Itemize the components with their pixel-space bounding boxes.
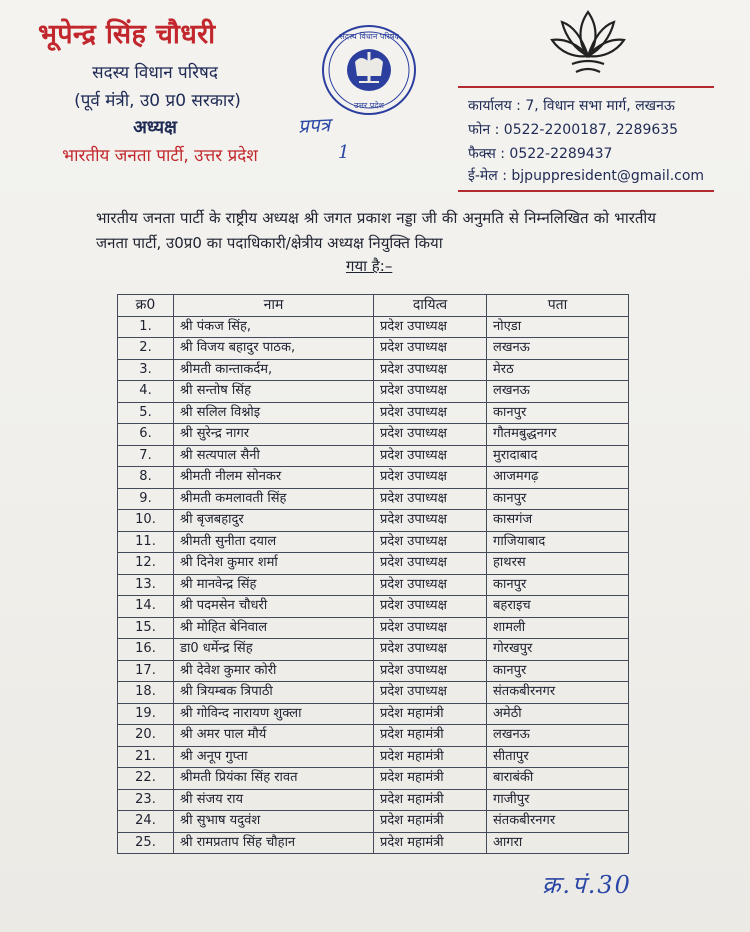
- cell-role: प्रदेश उपाध्यक्ष: [374, 596, 487, 618]
- col-header-role: दायित्व: [374, 295, 487, 317]
- table-row: [118, 596, 629, 618]
- cell-address: कानपुर: [487, 488, 629, 510]
- cell-role: प्रदेश उपाध्यक्ष: [374, 574, 487, 596]
- cell-serial: 23.: [118, 789, 174, 811]
- cell-serial: 9.: [118, 488, 174, 510]
- handwritten-form-number: 1: [338, 142, 350, 163]
- cell-serial: 3.: [118, 359, 174, 381]
- cell-role: प्रदेश उपाध्यक्ष: [374, 488, 487, 510]
- table-row: [118, 789, 629, 811]
- cell-role: प्रदेश महामंत्री: [374, 811, 487, 833]
- cell-address: कानपुर: [487, 660, 629, 682]
- col-header-serial: क्र0: [118, 295, 174, 317]
- table-row: [118, 660, 629, 682]
- sender-title-line4: भारतीय जनता पार्टी, उत्तर प्रदेश: [62, 146, 258, 166]
- table-row: [118, 381, 629, 403]
- cell-address: संतकबीरनगर: [487, 682, 629, 704]
- table-row: [118, 639, 629, 661]
- cell-name: श्री पंकज सिंह,: [174, 316, 374, 338]
- table-row: [118, 359, 629, 381]
- cell-role: प्रदेश उपाध्यक्ष: [374, 316, 487, 338]
- table-row: [118, 832, 629, 854]
- cell-name: श्री त्रियम्बक त्रिपाठी: [174, 682, 374, 704]
- cell-role: प्रदेश उपाध्यक्ष: [374, 402, 487, 424]
- cell-name: श्रीमती नीलम सोनकर: [174, 467, 374, 489]
- cell-address: लखनऊ: [487, 338, 629, 360]
- col-header-address: पता: [487, 295, 629, 317]
- table-row: [118, 316, 629, 338]
- cell-name: श्री सुरेन्द्र नागर: [174, 424, 374, 446]
- cell-role: प्रदेश उपाध्यक्ष: [374, 338, 487, 360]
- seal-bottom-text: उत्तर प्रदेश: [354, 101, 384, 110]
- cell-name: श्रीमती सुनीता दयाल: [174, 531, 374, 553]
- table-row: [118, 746, 629, 768]
- fax-number: फैक्स : 0522-2289437: [468, 146, 613, 162]
- table-row: [118, 703, 629, 725]
- cell-role: प्रदेश उपाध्यक्ष: [374, 510, 487, 532]
- cell-role: प्रदेश उपाध्यक्ष: [374, 639, 487, 661]
- sender-title-line2: (पूर्व मंत्री, उ0 प्र0 सरकार): [74, 91, 241, 111]
- table-row: [118, 467, 629, 489]
- cell-address: हाथरस: [487, 553, 629, 575]
- lotus-logo-icon: [548, 4, 628, 82]
- cell-name: श्री सलिल विश्नोइ: [174, 402, 374, 424]
- cell-address: लखनऊ: [487, 725, 629, 747]
- cell-serial: 5.: [118, 402, 174, 424]
- cell-role: प्रदेश महामंत्री: [374, 703, 487, 725]
- cell-name: श्री मोहित बेनिवाल: [174, 617, 374, 639]
- cell-address: आजमगढ़: [487, 467, 629, 489]
- cell-address: मेरठ: [487, 359, 629, 381]
- cell-address: कासगंज: [487, 510, 629, 532]
- cell-serial: 24.: [118, 811, 174, 833]
- office-address: कार्यालय : 7, विधान सभा मार्ग, लखनऊ: [468, 98, 675, 114]
- cell-name: श्री सत्यपाल सैनी: [174, 445, 374, 467]
- intro-tail: गया है:–: [346, 257, 393, 275]
- cell-role: प्रदेश उपाध्यक्ष: [374, 553, 487, 575]
- cell-name: श्री सुभाष यदुवंश: [174, 811, 374, 833]
- table-row: [118, 445, 629, 467]
- table-row: [118, 402, 629, 424]
- table-body: [118, 316, 629, 854]
- cell-serial: 16.: [118, 639, 174, 661]
- cell-role: प्रदेश महामंत्री: [374, 789, 487, 811]
- cell-serial: 21.: [118, 746, 174, 768]
- table-row: [118, 424, 629, 446]
- cell-serial: 2.: [118, 338, 174, 360]
- cell-role: प्रदेश उपाध्यक्ष: [374, 682, 487, 704]
- cell-address: बहराइच: [487, 596, 629, 618]
- cell-role: प्रदेश उपाध्यक्ष: [374, 531, 487, 553]
- intro-paragraph: भारतीय जनता पार्टी के राष्ट्रीय अध्यक्ष श्री जगत प्रकाश नड्डा जी की अनुमति से निम्नलिखित को भारतीय जनता पार्टी, उ0प्र0 का पदाधिकारी/क्षेत्रीय अध्यक्ष नियुक्ति किया: [96, 209, 656, 252]
- table-row: [118, 531, 629, 553]
- cell-address: लखनऊ: [487, 381, 629, 403]
- table-header-row: [118, 295, 629, 317]
- appointees-table: [117, 294, 629, 854]
- contact-bottom-rule: [458, 190, 714, 192]
- sender-title-line1: सदस्य विधान परिषद: [92, 63, 218, 83]
- table-row: [118, 338, 629, 360]
- cell-address: आगरा: [487, 832, 629, 854]
- table-row: [118, 725, 629, 747]
- cell-address: कानपुर: [487, 402, 629, 424]
- cell-name: श्रीमती प्रियंका सिंह रावत: [174, 768, 374, 790]
- cell-name: श्रीमती कान्ताकर्दम,: [174, 359, 374, 381]
- cell-serial: 17.: [118, 660, 174, 682]
- seal-top-text: सदस्य विधान परिषद: [339, 32, 399, 41]
- cell-address: सीतापुर: [487, 746, 629, 768]
- contact-top-rule: [458, 86, 714, 88]
- cell-serial: 15.: [118, 617, 174, 639]
- cell-role: प्रदेश महामंत्री: [374, 746, 487, 768]
- cell-role: प्रदेश महामंत्री: [374, 832, 487, 854]
- cell-address: कानपुर: [487, 574, 629, 596]
- cell-role: प्रदेश उपाध्यक्ष: [374, 467, 487, 489]
- table-row: [118, 811, 629, 833]
- cell-name: श्री पदमसेन चौधरी: [174, 596, 374, 618]
- cell-serial: 22.: [118, 768, 174, 790]
- cell-address: नोएडा: [487, 316, 629, 338]
- cell-name: श्री अनूप गुप्ता: [174, 746, 374, 768]
- cell-address: गाजीपुर: [487, 789, 629, 811]
- cell-serial: 11.: [118, 531, 174, 553]
- cell-address: अमेठी: [487, 703, 629, 725]
- phone-number: फोन : 0522-2200187, 2289635: [468, 122, 679, 138]
- cell-address: मुरादाबाद: [487, 445, 629, 467]
- handwritten-form-label: प्रपत्र: [297, 114, 331, 138]
- cell-name: श्री गोविन्द नारायण शुक्ला: [174, 703, 374, 725]
- cell-name: श्री विजय बहादुर पाठक,: [174, 338, 374, 360]
- cell-serial: 18.: [118, 682, 174, 704]
- cell-name: श्री दिनेश कुमार शर्मा: [174, 553, 374, 575]
- handwritten-serial-mark: क्र.पं.30: [542, 871, 632, 899]
- table-row: [118, 553, 629, 575]
- table-row: [118, 510, 629, 532]
- cell-address: गौतमबुद्धनगर: [487, 424, 629, 446]
- cell-name: श्री देवेश कुमार कोरी: [174, 660, 374, 682]
- cell-serial: 4.: [118, 381, 174, 403]
- cell-role: प्रदेश उपाध्यक्ष: [374, 381, 487, 403]
- cell-name: श्री अमर पाल मौर्य: [174, 725, 374, 747]
- cell-name: श्री रामप्रताप सिंह चौहान: [174, 832, 374, 854]
- cell-role: प्रदेश उपाध्यक्ष: [374, 660, 487, 682]
- cell-role: प्रदेश महामंत्री: [374, 768, 487, 790]
- cell-address: संतकबीरनगर: [487, 811, 629, 833]
- legislative-council-seal-icon: [321, 24, 417, 116]
- cell-role: प्रदेश उपाध्यक्ष: [374, 617, 487, 639]
- table-row: [118, 768, 629, 790]
- cell-serial: 7.: [118, 445, 174, 467]
- col-header-name: नाम: [174, 295, 374, 317]
- cell-name: श्रीमती कमलावती सिंह: [174, 488, 374, 510]
- cell-name: श्री बृजबहादुर: [174, 510, 374, 532]
- cell-name: श्री मानवेन्द्र सिंह: [174, 574, 374, 596]
- sender-name: भूपेन्द्र सिंह चौधरी: [38, 19, 216, 50]
- cell-serial: 1.: [118, 316, 174, 338]
- cell-address: शामली: [487, 617, 629, 639]
- cell-role: प्रदेश महामंत्री: [374, 725, 487, 747]
- cell-name: डा0 धर्मेन्द्र सिंह: [174, 639, 374, 661]
- table-row: [118, 488, 629, 510]
- cell-address: गोरखपुर: [487, 639, 629, 661]
- cell-serial: 8.: [118, 467, 174, 489]
- cell-role: प्रदेश उपाध्यक्ष: [374, 359, 487, 381]
- cell-serial: 14.: [118, 596, 174, 618]
- cell-serial: 12.: [118, 553, 174, 575]
- cell-name: श्री संजय राय: [174, 789, 374, 811]
- cell-serial: 10.: [118, 510, 174, 532]
- cell-role: प्रदेश उपाध्यक्ष: [374, 445, 487, 467]
- cell-address: बाराबंकी: [487, 768, 629, 790]
- cell-address: गाजियाबाद: [487, 531, 629, 553]
- cell-serial: 13.: [118, 574, 174, 596]
- table-row: [118, 617, 629, 639]
- cell-serial: 20.: [118, 725, 174, 747]
- cell-serial: 6.: [118, 424, 174, 446]
- cell-role: प्रदेश उपाध्यक्ष: [374, 424, 487, 446]
- sender-title-line3: अध्यक्ष: [133, 117, 177, 138]
- table-row: [118, 574, 629, 596]
- cell-serial: 25.: [118, 832, 174, 854]
- cell-name: श्री सन्तोष सिंह: [174, 381, 374, 403]
- email-address: ई-मेल : bjpuppresident@gmail.com: [468, 168, 705, 184]
- table-row: [118, 682, 629, 704]
- cell-serial: 19.: [118, 703, 174, 725]
